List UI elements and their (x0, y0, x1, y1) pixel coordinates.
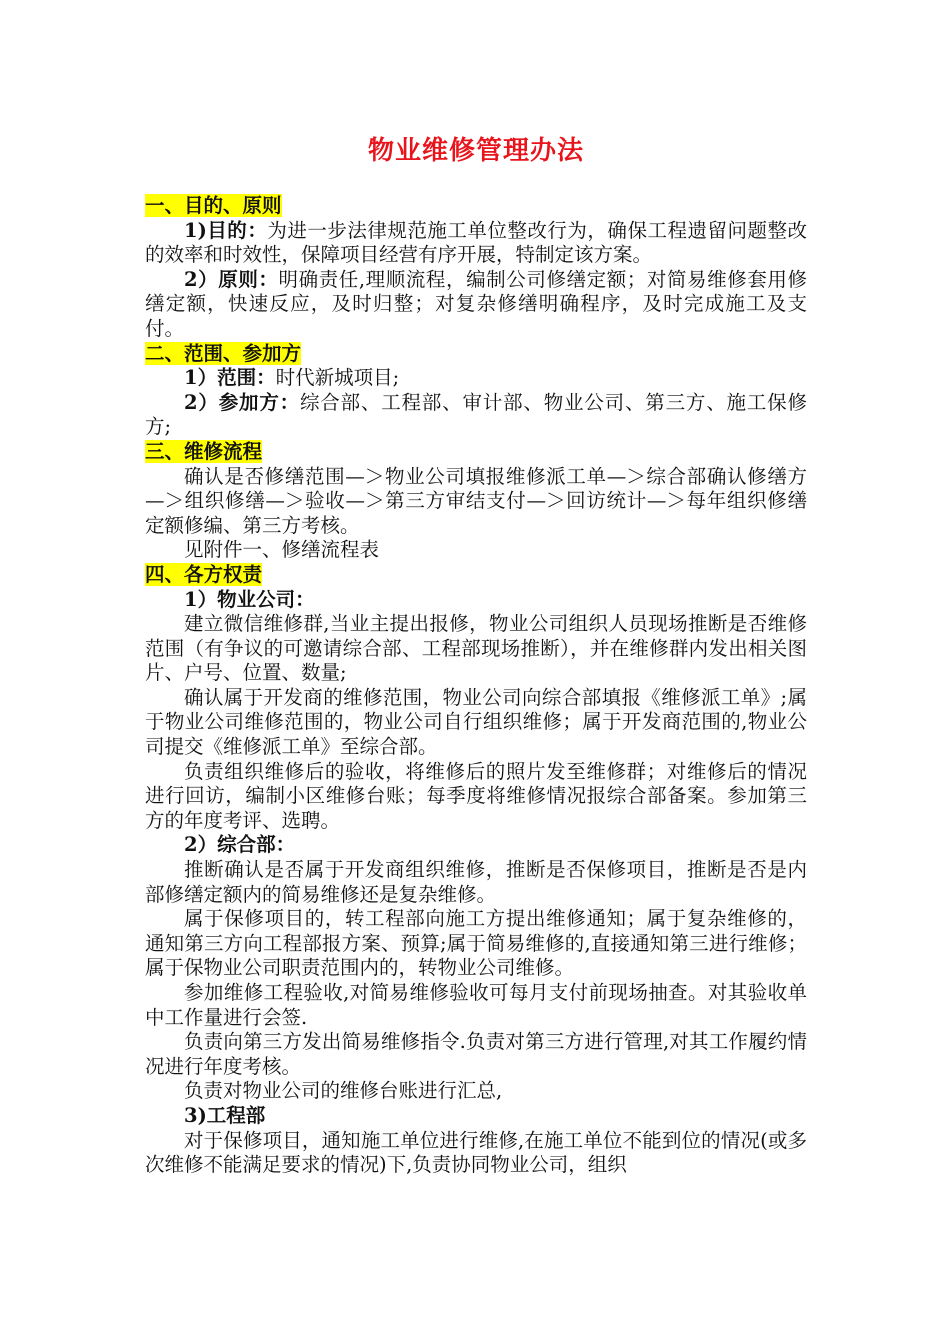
paragraph-participants (145, 391, 807, 440)
paragraph-process-flow: 确认是否修缮范围—＞物业公司填报维修派工单—＞综合部确认修缮方—＞组织修缮—＞验收—＞第三方审结支付—＞回访统计—＞每年组织修缮定额修编、第三方考核。 (145, 464, 807, 537)
document-page (145, 128, 807, 1178)
paragraph-text: 为进一步法律规范施工单位整改行为，确保工程遗留问题整改的效率和时效性，保障项目经营有序开展，特制定该方案。 (145, 218, 807, 267)
paragraph-property-3: 负责组织维修后的验收，将维修后的照片发至维修群；对维修后的情况进行回访，编制小区维修台账；每季度将维修情况报综合部备案。参加第三方的年度考评、选聘。 (145, 759, 807, 832)
paragraph-text: 明确责任,理顺流程，编制公司修缮定额；对简易维修套用修缮定额，快速反应，及时归整；对复杂修缮明确程序，及时完成施工及支付。 (145, 267, 807, 340)
paragraph-property-2: 确认属于开发商的维修范围，物业公司向综合部填报《维修派工单》;属于物业公司维修范围的，物业公司自行组织维修；属于开发商范围的,物业公司提交《维修派工单》至综合部。 (145, 685, 807, 759)
paragraph-engineering-1: 对于保修项目，通知施工单位进行维修,在施工单位不能到位的情况(或多次维修不能满足要求的情况)下,负责协同物业公司，组织 (145, 1128, 807, 1177)
paragraph-text: 时代新城项目; (275, 366, 400, 390)
paragraph-general-4: 负责向第三方发出简易维修指令.负责对第三方进行管理,对其工作履约情况进行年度考核。 (145, 1030, 807, 1078)
section-heading-purpose (145, 194, 807, 219)
section-heading-text: 一、目的、原则 (145, 194, 282, 217)
section-heading-text: 三、维修流程 (145, 439, 263, 463)
paragraph-label: 1)目的： (184, 218, 268, 242)
paragraph-scope (145, 366, 807, 391)
paragraph-text: 综合部、工程部、审计部、物业公司、第三方、施工保修方; (145, 390, 807, 439)
section-heading-text: 四、各方权责 (145, 562, 263, 586)
paragraph-attachment-note: 见附件一、修缮流程表 (184, 538, 380, 562)
paragraph-label: 2）参加方： (184, 390, 300, 414)
section-heading-scope (145, 342, 807, 367)
paragraph-purpose (145, 219, 807, 268)
paragraph-general-1: 推断确认是否属于开发商组织维修，推断是否保修项目，推断是否是内部修缮定额内的简易维修还是复杂维修。 (145, 858, 807, 906)
paragraph-general-3: 参加维修工程验收,对简易维修验收可每月支付前现场抽查。对其验收单中工作量进行会签. (145, 981, 807, 1029)
section-heading-text: 二、范围、参加方 (145, 341, 302, 365)
subheading-general-dept: 2）综合部： (184, 833, 296, 857)
paragraph-general-5: 负责对物业公司的维修台账进行汇总, (184, 1079, 503, 1103)
section-heading-process (145, 440, 807, 465)
document-title: 物业维修管理办法 (367, 136, 584, 166)
section-heading-responsibilities (145, 563, 807, 588)
paragraph-general-2: 属于保修项目的，转工程部向施工方提出维修通知；属于复杂维修的，通知第三方向工程部报方案、预算;属于简易维修的,直接通知第三进行维修；属于保物业公司职责范围内的，转物业公司维修。 (145, 907, 807, 980)
paragraph-principle (145, 268, 807, 342)
subheading-engineering-dept: 3)工程部 (184, 1103, 266, 1127)
paragraph-label: 2）原则： (184, 267, 279, 291)
subheading-property-company: 1）物业公司： (184, 587, 315, 611)
paragraph-property-1: 建立微信维修群,当业主提出报修，物业公司组织人员现场推断是否维修范围（有争议的可邀请综合部、工程部现场推断），并在维修群内发出相关图片、户号、位置、数量; (145, 612, 807, 685)
paragraph-label: 1）范围： (184, 366, 276, 390)
